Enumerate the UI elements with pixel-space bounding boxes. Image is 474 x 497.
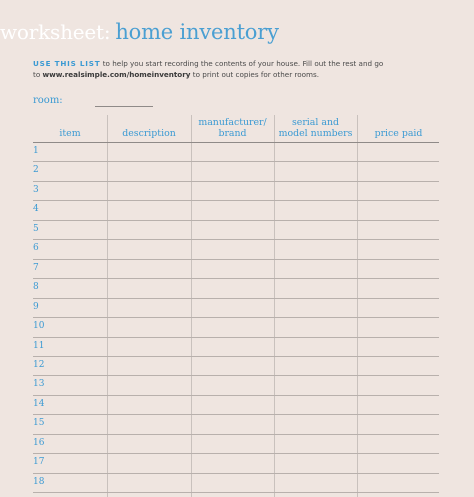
intro-line-1	[33, 59, 453, 70]
row-number: 15	[33, 418, 45, 429]
table-row[interactable]	[33, 239, 439, 240]
column-description-label: description	[122, 127, 176, 139]
row-number: 16	[33, 437, 45, 448]
column-description-header	[107, 113, 191, 143]
row-number: 5	[33, 223, 39, 234]
table-row[interactable]	[33, 356, 439, 357]
table-header	[0, 113, 474, 143]
table-row[interactable]	[33, 434, 439, 435]
table-row[interactable]	[33, 317, 439, 318]
table-row[interactable]	[33, 259, 439, 260]
column-divider	[274, 115, 275, 497]
room-input-line[interactable]	[95, 106, 153, 107]
row-number: 6	[33, 243, 39, 254]
column-serial-model-numbers-header	[274, 113, 357, 143]
table-row[interactable]	[33, 220, 439, 221]
table-row[interactable]	[33, 492, 439, 493]
intro-text-2-post: to print out copies for other rooms.	[190, 69, 320, 79]
table-row[interactable]	[33, 161, 439, 162]
header-rule	[33, 142, 439, 143]
column-manufacturer-brand-label: manufacturer/ brand	[198, 117, 267, 139]
column-divider	[357, 115, 358, 497]
title-main: home inventory	[115, 20, 279, 44]
table-row[interactable]	[33, 337, 439, 338]
row-number: 1	[33, 146, 39, 156]
row-number: 3	[33, 184, 39, 195]
column-manufacturer-brand-header	[191, 113, 274, 143]
room-field	[33, 95, 63, 106]
row-number: 7	[33, 262, 39, 273]
table-row[interactable]	[33, 375, 439, 376]
table-row[interactable]	[33, 414, 439, 415]
intro-text	[33, 59, 453, 80]
column-divider	[107, 115, 108, 497]
row-number: 13	[33, 379, 45, 390]
table-row[interactable]	[33, 181, 439, 182]
intro-line-2	[33, 70, 453, 81]
row-number: 10	[33, 321, 45, 332]
table-row[interactable]	[33, 395, 439, 396]
table-row[interactable]	[33, 278, 439, 279]
row-number: 18	[33, 476, 45, 487]
column-divider	[191, 115, 192, 497]
column-item-header	[33, 113, 107, 143]
title-prefix: worksheet:	[0, 20, 111, 44]
row-number: 12	[33, 359, 45, 370]
intro-lead: USE THIS LIST	[33, 59, 101, 68]
row-number: 17	[33, 457, 45, 468]
room-label: room:	[33, 95, 63, 106]
column-price-paid-label: price paid	[374, 127, 423, 139]
row-number: 4	[33, 204, 39, 215]
column-price-paid-header	[357, 113, 440, 143]
row-number: 2	[33, 165, 39, 176]
row-number: 9	[33, 301, 39, 312]
table-row[interactable]	[33, 453, 439, 454]
row-number: 8	[33, 282, 39, 293]
worksheet-title	[0, 20, 279, 44]
table-row[interactable]	[33, 200, 439, 201]
intro-url: www.realsimple.com/homeinventory	[42, 69, 191, 79]
table-row[interactable]	[33, 298, 439, 299]
row-number: 14	[33, 398, 45, 409]
intro-text-2-pre: to	[33, 69, 43, 79]
column-serial-model-numbers-label: serial and model numbers	[278, 117, 353, 139]
table-row[interactable]	[33, 473, 439, 474]
row-number: 11	[33, 340, 45, 351]
intro-text-1: to help you start recording the contents of your house. Fill out the rest and go	[100, 59, 384, 68]
column-item-label: item	[59, 127, 81, 139]
